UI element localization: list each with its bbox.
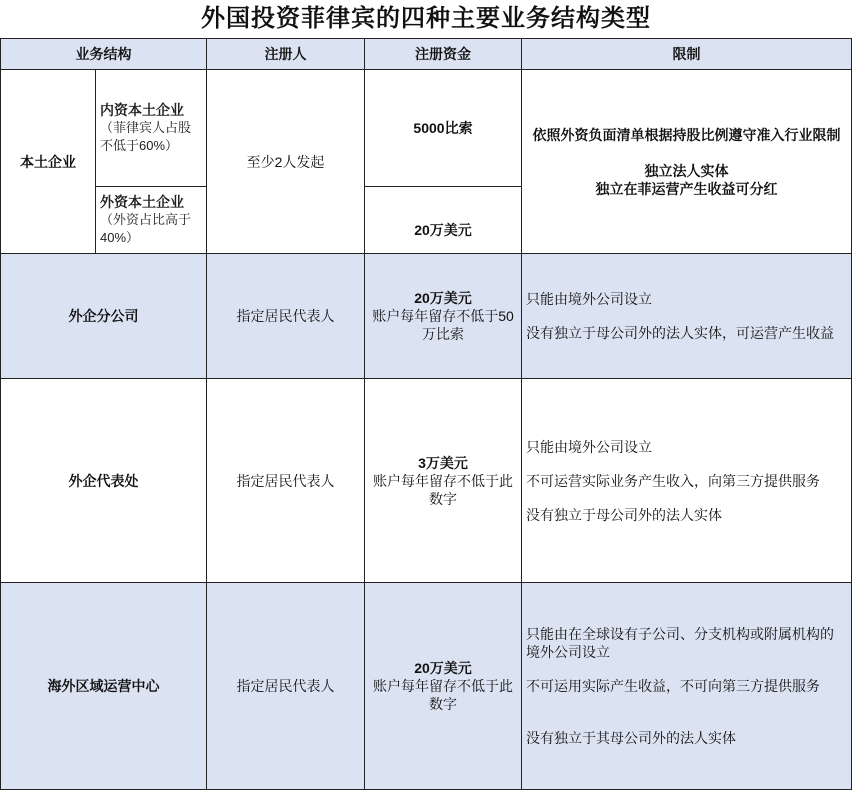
registrant-rep-office: 指定居民代表人 — [207, 379, 365, 583]
structure-local: 本土企业 — [1, 70, 96, 254]
limits-rep-office — [522, 379, 852, 583]
table-row — [1, 70, 852, 187]
capital-branch — [365, 254, 522, 379]
domestic-name: 内资本土企业 — [100, 102, 184, 118]
limit-item: 没有独立于其母公司外的法人实体 — [526, 730, 736, 746]
limit-item: 不可运用实际产生收益，不可向第三方提供服务 — [526, 678, 820, 694]
header-capital: 注册资金 — [365, 39, 522, 70]
structure-branch: 外企分公司 — [1, 254, 207, 379]
business-structure-table — [0, 38, 852, 790]
header-row — [1, 39, 852, 70]
limit-item: 只能由境外公司设立 — [526, 291, 652, 307]
domestic-note: （菲律宾人占股不低于60%） — [100, 120, 192, 153]
capital-rep-office — [365, 379, 522, 583]
table-row — [1, 254, 852, 379]
header-structure: 业务结构 — [1, 39, 207, 70]
registrant-local: 至少2人发起 — [207, 70, 365, 254]
limit-item: 没有独立于母公司外的法人实体 — [526, 506, 722, 523]
header-registrant: 注册人 — [207, 39, 365, 70]
capital-amount: 3万美元 — [418, 454, 468, 471]
limit-item: 没有独立于母公司外的法人实体，可运营产生收益 — [526, 325, 834, 341]
limit-item: 独立法人实体 — [644, 162, 729, 179]
limits-branch — [522, 254, 852, 379]
capital-amount: 20万美元 — [414, 660, 472, 676]
foreign-name: 外资本土企业 — [100, 194, 184, 210]
table-row — [1, 379, 852, 583]
structure-domestic — [96, 70, 207, 187]
capital-rohq — [365, 583, 522, 790]
capital-amount: 20万美元 — [414, 290, 472, 306]
capital-note: 账户每年留存不低于此数字 — [373, 678, 513, 712]
registrant-branch: 指定居民代表人 — [207, 254, 365, 379]
structure-foreign — [96, 187, 207, 254]
table-row — [1, 583, 852, 790]
capital-domestic: 5000比索 — [365, 70, 522, 187]
capital-foreign: 20万美元 — [365, 187, 522, 254]
structure-rep-office: 外企代表处 — [1, 379, 207, 583]
registrant-rohq: 指定居民代表人 — [207, 583, 365, 790]
header-limits: 限制 — [522, 39, 852, 70]
foreign-note: （外资占比高于40%） — [100, 212, 192, 245]
capital-note: 账户每年留存不低于50万比索 — [372, 308, 514, 342]
capital-note: 账户每年留存不低于此数字 — [373, 472, 513, 507]
limits-rohq — [522, 583, 852, 790]
limit-item: 只能由境外公司设立 — [526, 438, 652, 455]
limit-item: 独立在菲运营产生收益可分红 — [595, 180, 778, 197]
structure-rohq: 海外区域运营中心 — [1, 583, 207, 790]
limit-item: 只能由在全球设有子公司、分支机构或附属机构的境外公司设立 — [526, 626, 834, 660]
limit-item: 依照外资负面清单根据持股比例遵守准入行业限制 — [532, 126, 841, 143]
limits-local — [522, 70, 852, 254]
limit-item: 不可运营实际业务产生收入，向第三方提供服务 — [526, 472, 820, 489]
page-title: 外国投资菲律宾的四种主要业务结构类型 — [201, 5, 651, 32]
